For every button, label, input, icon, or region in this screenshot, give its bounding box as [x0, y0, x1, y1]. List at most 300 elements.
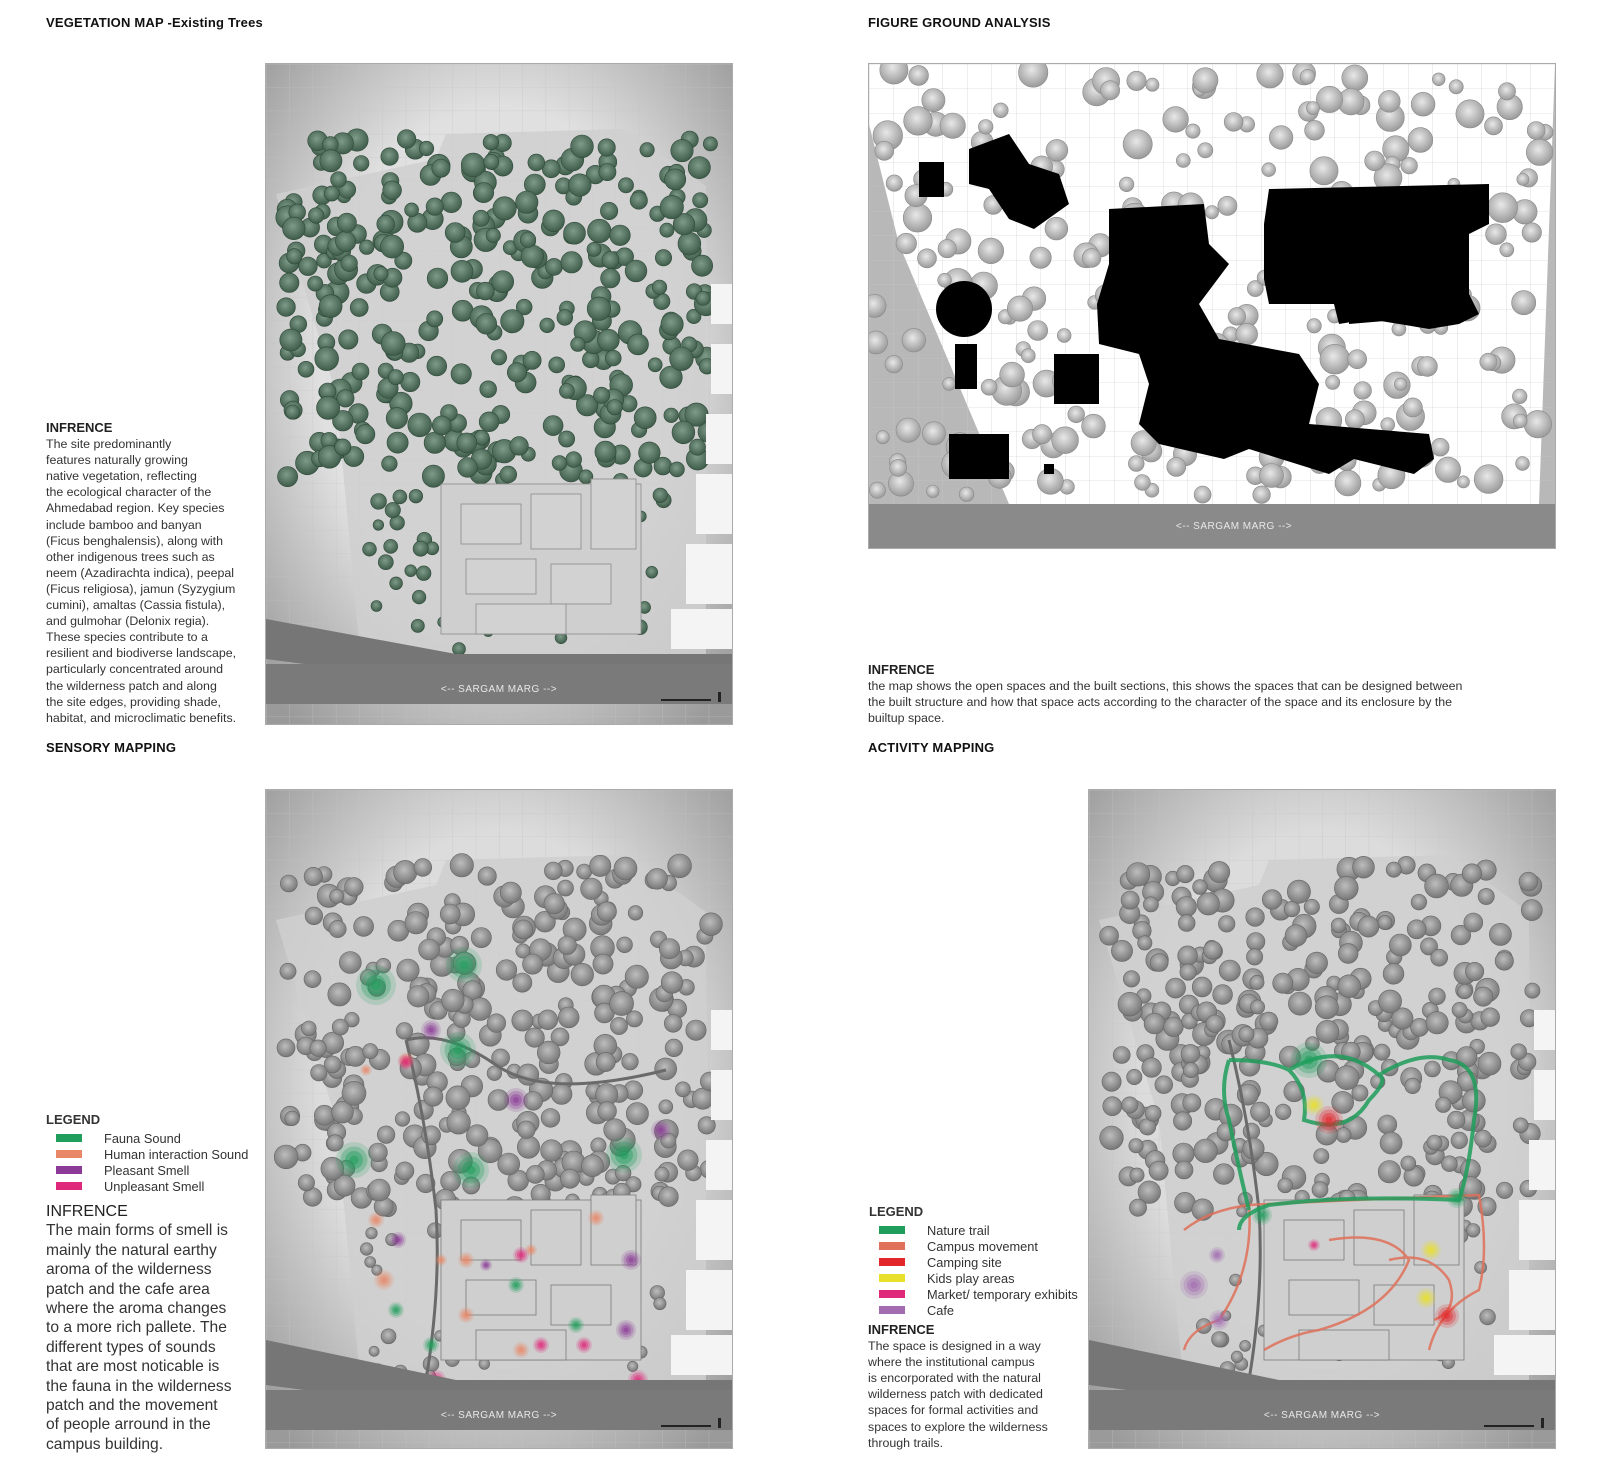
inference-text — [46, 1221, 266, 1454]
tree-canopy — [655, 1167, 669, 1181]
tree-canopy — [1326, 375, 1340, 389]
tree-canopy — [278, 467, 298, 487]
tree-canopy — [283, 217, 306, 240]
tree-canopy — [1353, 856, 1375, 878]
tree-canopy — [395, 1112, 410, 1127]
tree-canopy — [373, 520, 384, 531]
tree-canopy — [315, 347, 339, 371]
inference-line: particularly concentrated around — [46, 662, 224, 677]
hotspot-ring — [539, 1343, 543, 1347]
tree-canopy — [875, 141, 894, 160]
tree-canopy — [458, 458, 478, 478]
tree-canopy — [1304, 899, 1319, 914]
tree-canopy — [598, 139, 615, 156]
inference-line: mainly the natural earthy — [46, 1241, 217, 1259]
legend-label: Market/ temporary exhibits — [927, 1286, 1078, 1302]
tree-canopy — [1513, 414, 1527, 428]
tree-canopy — [1057, 329, 1071, 343]
tree-canopy — [938, 239, 956, 257]
tree-canopy — [1123, 130, 1152, 159]
tree-canopy — [1260, 464, 1284, 488]
tree-canopy — [1411, 92, 1435, 116]
tree-canopy — [559, 384, 574, 399]
hotspot-ring — [404, 1060, 408, 1064]
tree-canopy — [1224, 113, 1243, 132]
tree-canopy — [512, 1010, 533, 1031]
tree-canopy — [1180, 964, 1196, 980]
tree-canopy — [1498, 83, 1515, 100]
tree-canopy — [1338, 975, 1361, 998]
tree-canopy — [1177, 865, 1194, 882]
tree-canopy — [1288, 992, 1311, 1015]
tree-canopy — [598, 1102, 617, 1121]
tree-canopy — [1522, 223, 1541, 242]
tree-canopy — [1173, 1112, 1191, 1130]
tree-canopy — [1466, 1224, 1480, 1238]
tree-canopy — [1021, 349, 1035, 363]
tree-canopy — [654, 1297, 666, 1309]
tree-canopy — [308, 208, 324, 224]
tree-canopy — [1253, 486, 1271, 504]
tree-canopy — [441, 192, 462, 213]
tree-canopy — [1127, 71, 1146, 90]
activity-inference — [868, 1322, 1093, 1451]
legend-label: Campus movement — [927, 1238, 1038, 1254]
tree-canopy — [427, 268, 448, 289]
legend-item — [869, 1286, 1078, 1302]
tree-canopy — [1284, 901, 1300, 917]
tree-canopy — [476, 313, 497, 334]
tree-canopy — [408, 413, 432, 437]
tree-canopy — [1305, 120, 1325, 140]
tree-canopy — [277, 1039, 295, 1057]
tree-canopy — [1431, 438, 1449, 456]
tree-canopy — [678, 1150, 699, 1171]
tree-canopy — [1379, 990, 1402, 1013]
tree-canopy — [317, 396, 340, 419]
tree-canopy — [596, 1052, 615, 1071]
legend-swatch — [879, 1306, 905, 1314]
tree-canopy — [1164, 1017, 1184, 1037]
hotspot-ring — [1313, 1244, 1316, 1247]
tree-canopy — [1138, 936, 1152, 950]
tree-canopy — [521, 245, 544, 268]
tree-canopy — [352, 363, 369, 380]
tree-canopy — [1194, 486, 1211, 503]
tree-canopy — [1102, 1072, 1121, 1091]
tree-canopy — [446, 1086, 470, 1110]
legend-swatch — [879, 1258, 905, 1266]
tree-canopy — [280, 963, 296, 979]
tree-canopy — [595, 441, 616, 462]
inference-line: The space is designed in a way — [868, 1339, 1041, 1354]
tree-canopy — [549, 357, 565, 373]
tree-canopy — [617, 937, 633, 953]
tree-canopy — [628, 334, 649, 355]
tree-canopy — [696, 291, 710, 305]
tree-canopy — [396, 1023, 413, 1040]
inference-line: habitat, and microclimatic benefits. — [46, 710, 237, 725]
hotspot-ring — [467, 1166, 476, 1175]
inference-line: patch and the cafe area — [46, 1280, 210, 1298]
tree-canopy — [498, 1153, 520, 1175]
tree-canopy — [593, 954, 613, 974]
inference-line: of people arround in the — [46, 1416, 211, 1434]
tree-canopy — [345, 878, 364, 897]
tree-canopy — [1316, 1020, 1339, 1043]
tree-canopy — [500, 466, 517, 483]
tree-canopy — [405, 912, 427, 934]
tree-canopy — [486, 228, 500, 242]
tree-canopy — [1316, 86, 1342, 112]
tree-canopy — [1436, 1097, 1451, 1112]
tree-canopy — [601, 269, 620, 288]
legend-label: Kids play areas — [927, 1270, 1015, 1286]
hotspot-ring — [514, 1283, 518, 1287]
tree-canopy — [659, 1100, 673, 1114]
tree-canopy — [1338, 944, 1358, 964]
tree-canopy — [1198, 143, 1213, 158]
tree-canopy — [301, 1021, 316, 1036]
tree-canopy — [571, 135, 594, 158]
tree-canopy — [653, 488, 668, 503]
tree-canopy — [1447, 1111, 1465, 1129]
tree-canopy — [394, 860, 417, 883]
tree-canopy — [337, 213, 356, 232]
activity-legend — [869, 1204, 1078, 1318]
hotspot-ring — [574, 1323, 578, 1327]
tree-canopy — [1489, 923, 1511, 945]
inference-line: native vegetation, reflecting — [46, 469, 197, 484]
tree-canopy — [558, 880, 574, 896]
tree-canopy — [390, 577, 403, 590]
tree-canopy — [978, 238, 1004, 264]
tree-canopy — [1129, 1139, 1143, 1153]
tree-canopy — [1028, 321, 1048, 341]
tree-canopy — [1334, 876, 1358, 900]
tree-canopy — [1457, 476, 1469, 488]
tree-canopy — [478, 867, 496, 885]
tree-canopy — [594, 387, 610, 403]
inference-line: campus building. — [46, 1435, 164, 1453]
inference-line: resilient and biodiverse landscape, — [46, 646, 237, 661]
tree-canopy — [1381, 418, 1395, 432]
hotspot-ring — [464, 1258, 468, 1262]
tree-canopy — [304, 867, 322, 885]
inference-line: and gulmohar (Delonix regia). — [46, 614, 210, 629]
tree-canopy — [1146, 78, 1159, 91]
tree-canopy — [1285, 925, 1307, 947]
hotspot-ring — [1326, 1117, 1333, 1124]
tree-canopy — [374, 266, 388, 280]
tree-canopy — [298, 1175, 314, 1191]
hotspot-ring — [429, 1028, 434, 1033]
tree-canopy — [331, 172, 347, 188]
tree-canopy — [1451, 1132, 1468, 1149]
tree-canopy — [480, 381, 497, 398]
tree-canopy — [1007, 296, 1032, 321]
tree-canopy — [1488, 193, 1518, 223]
hotspot-ring — [1444, 1313, 1450, 1319]
tree-canopy — [1103, 1097, 1122, 1116]
tree-canopy — [1030, 247, 1051, 268]
tree-canopy — [1307, 319, 1321, 333]
legend-swatch — [56, 1134, 82, 1142]
tree-canopy — [1000, 362, 1025, 387]
tree-canopy — [491, 350, 506, 365]
tree-canopy — [341, 255, 358, 272]
tree-canopy — [1449, 80, 1463, 94]
tree-canopy — [1149, 1161, 1168, 1180]
inference-line: neem (Azadirachta indica), peepal — [46, 565, 235, 580]
tree-canopy — [507, 363, 526, 382]
tree-canopy — [1426, 1012, 1448, 1034]
hotspot-ring — [1455, 1196, 1460, 1201]
tree-canopy — [1474, 465, 1503, 494]
inference-line: the built structure and how that space acts according to the character of the space and its enclosure by the — [868, 695, 1453, 710]
inference-text — [868, 678, 1558, 726]
tree-canopy — [1300, 69, 1315, 84]
tree-canopy — [1512, 291, 1536, 315]
tree-canopy — [1380, 1132, 1402, 1154]
tree-canopy — [320, 150, 342, 172]
tree-canopy — [1052, 427, 1079, 454]
figure-ground-map — [868, 63, 1556, 549]
hotspot-ring — [394, 1308, 398, 1312]
tree-canopy — [427, 356, 447, 376]
tree-canopy — [442, 989, 465, 1012]
tree-canopy — [280, 329, 302, 351]
tree-canopy — [287, 249, 302, 264]
tree-canopy — [1525, 983, 1540, 998]
tree-canopy — [513, 973, 532, 992]
hotspot-ring — [1312, 1103, 1317, 1108]
tree-canopy — [353, 156, 369, 172]
inference-line: the fauna in the wilderness — [46, 1377, 232, 1395]
tree-canopy — [1512, 389, 1527, 404]
tree-canopy — [571, 963, 594, 986]
tree-canopy — [319, 295, 342, 318]
activity-mapping-title: ACTIVITY MAPPING — [868, 740, 995, 755]
tree-canopy — [1150, 954, 1168, 972]
tree-canopy — [471, 928, 491, 948]
tree-canopy — [1251, 1000, 1265, 1014]
tree-canopy — [1166, 978, 1186, 998]
tree-canopy — [285, 1111, 300, 1126]
hotspot-ring — [1191, 1282, 1198, 1289]
tree-canopy — [383, 181, 402, 200]
tree-canopy — [1183, 1063, 1198, 1078]
tree-canopy — [927, 485, 940, 498]
tree-canopy — [1320, 344, 1350, 374]
activity-map — [1088, 789, 1556, 1449]
legend-heading: LEGEND — [46, 1112, 101, 1127]
tree-canopy — [329, 920, 346, 937]
tree-canopy — [1480, 353, 1497, 370]
legend-swatch — [879, 1290, 905, 1298]
tree-canopy — [1128, 456, 1144, 472]
tree-canopy — [397, 130, 416, 149]
tree-canopy — [514, 920, 533, 939]
tree-canopy — [382, 456, 398, 472]
tree-canopy — [1118, 992, 1142, 1016]
tree-canopy — [598, 329, 620, 351]
tree-canopy — [1401, 157, 1418, 174]
hotspot-ring — [1429, 1248, 1434, 1253]
tree-canopy — [416, 566, 431, 581]
tree-canopy — [1524, 410, 1552, 438]
hotspot-ring — [1260, 1213, 1265, 1218]
tree-canopy — [1464, 913, 1483, 932]
legend-label: Unpleasant Smell — [104, 1178, 205, 1194]
tree-canopy — [655, 250, 671, 266]
tree-canopy — [356, 425, 375, 444]
tree-canopy — [904, 107, 933, 136]
tree-canopy — [363, 542, 377, 556]
inference-heading: INFRENCE — [46, 420, 113, 435]
inference-line: wilderness patch with dedicated — [868, 1387, 1043, 1402]
tree-canopy — [526, 1165, 544, 1183]
tree-canopy — [922, 422, 945, 445]
tree-canopy — [1126, 863, 1150, 887]
hotspot-ring — [485, 1264, 488, 1267]
tree-canopy — [381, 332, 405, 356]
tree-canopy — [427, 311, 443, 327]
inference-line: (Ficus religiosa), jamun (Syzygium — [46, 581, 236, 596]
legend-label: Camping site — [927, 1254, 1002, 1270]
tree-canopy — [304, 971, 321, 988]
road-label: <-- SARGAM MARG --> — [1263, 1410, 1381, 1421]
tree-canopy — [678, 232, 701, 255]
tree-canopy — [1239, 1026, 1254, 1041]
tree-canopy — [1262, 890, 1282, 910]
tree-canopy — [371, 494, 387, 510]
tree-canopy — [566, 452, 582, 468]
tree-canopy — [625, 260, 647, 282]
tree-canopy — [560, 1169, 579, 1188]
tree-canopy — [551, 1084, 572, 1105]
inference-line: aroma of the wilderness — [46, 1261, 212, 1279]
tree-canopy — [413, 541, 428, 556]
tree-canopy — [457, 433, 477, 453]
campus-buildings — [441, 479, 641, 634]
tree-canopy — [1175, 1161, 1193, 1179]
tree-canopy — [1213, 985, 1233, 1005]
tree-canopy — [405, 203, 419, 217]
inference-line: patch and the movement — [46, 1397, 218, 1415]
tree-canopy — [339, 330, 358, 349]
legend-swatch — [879, 1242, 905, 1250]
tree-canopy — [909, 66, 929, 86]
tree-canopy — [1383, 963, 1404, 984]
tree-canopy — [345, 1046, 365, 1066]
tree-canopy — [670, 347, 694, 371]
tree-canopy — [569, 174, 592, 197]
tree-canopy — [559, 431, 575, 447]
tree-canopy — [517, 1136, 539, 1158]
tree-canopy — [671, 139, 693, 161]
tree-canopy — [1121, 891, 1139, 909]
tree-canopy — [1119, 177, 1134, 192]
tree-canopy — [386, 407, 407, 428]
tree-canopy — [660, 195, 683, 218]
inference-line: is encorporated with the natural — [868, 1371, 1041, 1386]
tree-canopy — [466, 1125, 488, 1147]
tree-canopy — [1403, 398, 1422, 417]
tree-canopy — [1500, 243, 1514, 257]
tree-canopy — [363, 1044, 378, 1059]
tree-canopy — [1345, 410, 1364, 429]
vegetation-inference — [46, 420, 271, 726]
hotspot-ring — [1215, 1253, 1219, 1257]
legend-item — [46, 1146, 248, 1162]
tree-canopy — [1033, 425, 1052, 444]
tree-canopy — [409, 489, 423, 503]
tree-canopy — [610, 225, 631, 246]
road-label: <-- SARGAM MARG --> — [440, 1410, 558, 1421]
tree-canopy — [1193, 68, 1218, 93]
tree-canopy — [628, 1361, 638, 1371]
tree-canopy — [397, 959, 419, 981]
tree-canopy — [1100, 926, 1119, 945]
tree-canopy — [1205, 206, 1218, 219]
tree-canopy — [1167, 457, 1186, 476]
tree-canopy — [377, 1126, 395, 1144]
tree-canopy — [664, 408, 679, 423]
campus-buildings — [441, 1195, 641, 1360]
tree-canopy — [1335, 1066, 1359, 1090]
tree-canopy — [902, 328, 926, 352]
inference-line: features naturally growing — [46, 453, 188, 468]
tree-canopy — [622, 1053, 639, 1070]
inference-line: include bamboo and banyan — [46, 517, 202, 532]
tree-canopy — [516, 191, 538, 213]
tree-canopy — [1204, 941, 1222, 959]
tree-canopy — [411, 619, 424, 632]
tree-canopy — [393, 490, 407, 504]
tree-canopy — [369, 1346, 379, 1356]
tree-canopy — [1262, 163, 1276, 177]
tree-canopy — [896, 418, 920, 442]
tree-canopy — [496, 960, 517, 981]
vegetation-map — [265, 63, 733, 725]
sensory-inference — [46, 1202, 266, 1454]
hotspot-ring — [629, 1258, 634, 1263]
tree-canopy — [1389, 934, 1411, 956]
tree-canopy — [328, 983, 351, 1006]
tree-canopy — [885, 355, 903, 373]
hotspot-ring — [519, 1348, 523, 1352]
tree-canopy — [1358, 916, 1379, 937]
hotspot-ring — [659, 1128, 664, 1133]
tree-canopy — [359, 240, 374, 255]
tree-canopy — [918, 249, 937, 268]
tree-canopy — [1306, 102, 1319, 115]
tree-canopy — [590, 855, 611, 876]
tree-canopy — [311, 1065, 327, 1081]
tree-canopy — [419, 939, 440, 960]
tree-canopy — [1130, 1168, 1144, 1182]
hotspot-ring — [530, 1249, 533, 1252]
hotspot-ring — [382, 1278, 387, 1283]
legend-label: Cafe — [927, 1302, 955, 1318]
legend-item — [46, 1162, 248, 1178]
tree-canopy — [450, 854, 473, 877]
tree-canopy — [689, 439, 705, 455]
tree-canopy — [1485, 117, 1503, 135]
tree-canopy — [378, 555, 393, 570]
tree-canopy — [1427, 1135, 1442, 1150]
